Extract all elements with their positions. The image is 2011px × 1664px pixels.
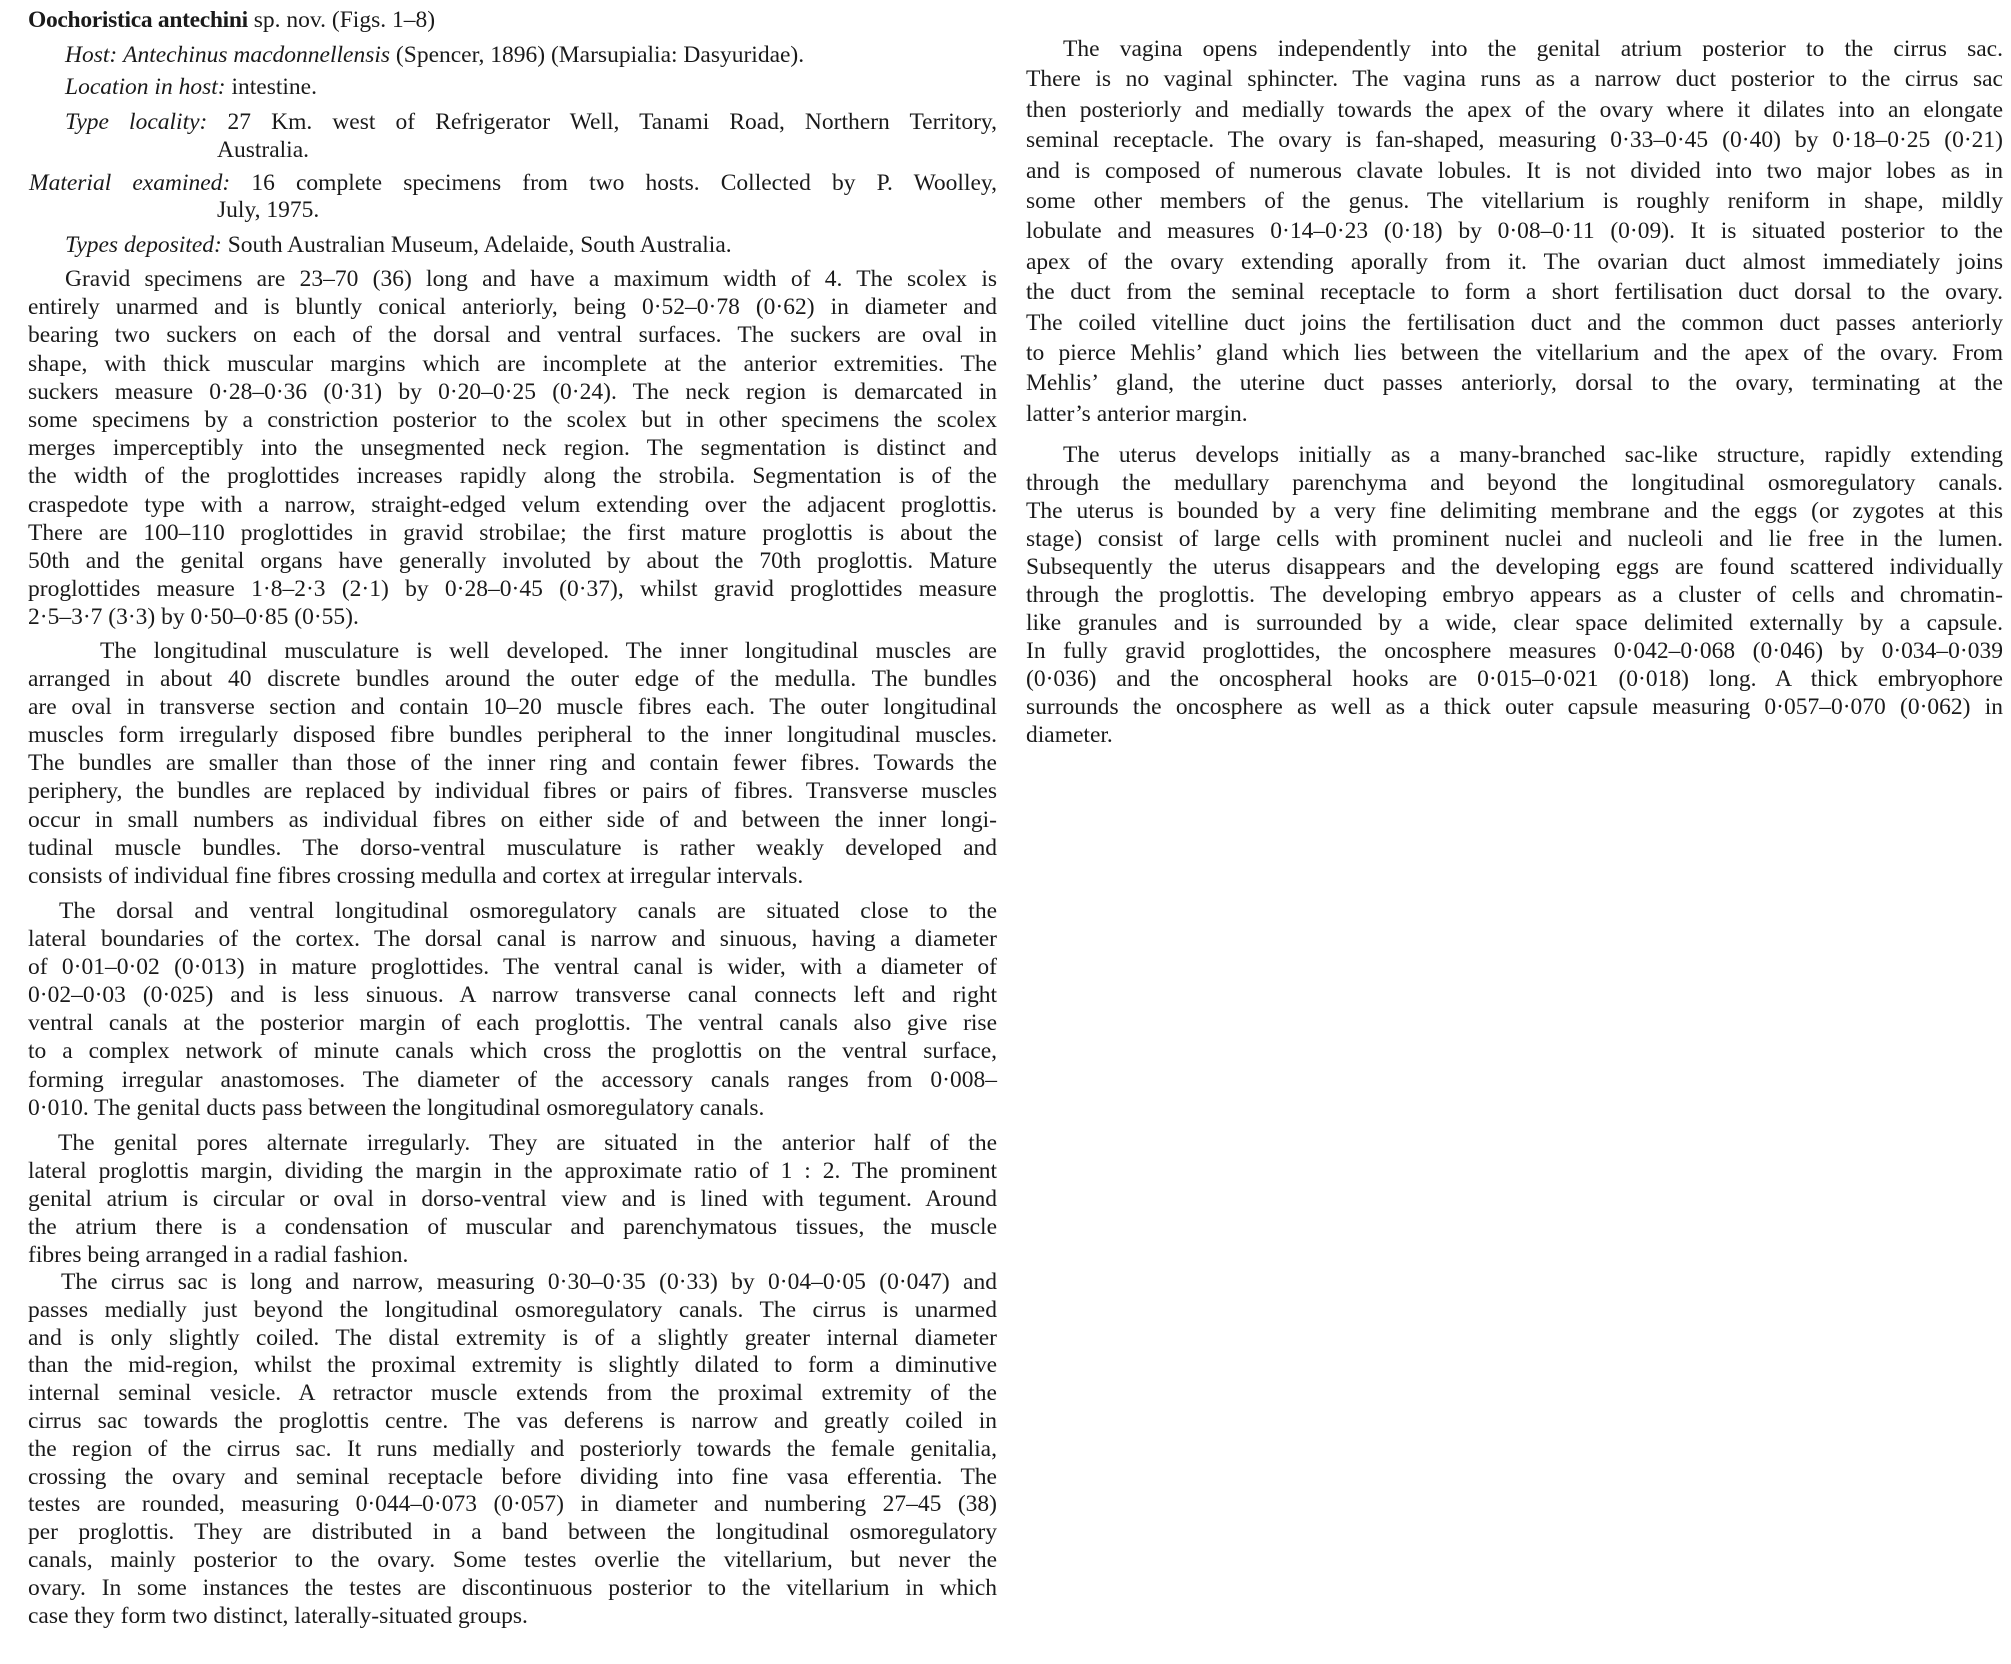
metadata-value: Australia. [217,137,310,163]
text-line: surrounds the oncosphere as well as a thick outer capsule measuring 0·057–0·070 (0·062) in [1026,694,2003,720]
text-line: to pierce Mehlis’ gland which lies between the vitellarium and the apex of the ovary. From [1026,339,2003,366]
text-line: The dorsal and ventral longitudinal osmoregulatory canals are situated close to the [59,898,997,924]
text-line: ovary. In some instances the testes are discontinuous posterior to the vitellarium in which [28,1574,997,1601]
text-line: occur in small numbers as individual fibres on either side of and between the inner longi- [28,806,997,833]
metadata-row-continuation [28,196,997,224]
text-line: proglottides measure 1·8–2·3 (2·1) by 0·28–0·45 (0·37), whilst gravid proglottides measure [28,576,997,603]
text-line: cirrus sac towards the proglottis centre. The vas deferens is narrow and greatly coiled in [28,1407,997,1434]
text-line: some other members of the genus. The vitellarium is roughly reniform in shape, mildly [1026,187,2003,214]
text-line: merges imperceptibly into the unsegmented neck region. The segmentation is distinct and [28,435,997,462]
text-line: genital atrium is circular or oval in dorso-ventral view and is lined with tegument. Around [28,1186,997,1213]
text-line: Mehlis’ gland, the uterine duct passes anteriorly, dorsal to the ovary, terminating at the [1026,370,2003,397]
host-species-name: Antechinus macdonnellensis [123,42,391,68]
text-line: tudinal muscle bundles. The dorso-ventral musculature is rather weakly developed and [28,834,997,861]
text-line: The uterus is bounded by a very fine delimiting membrane and the eggs (or zygotes at this [1026,498,2003,524]
body-paragraph [28,1269,997,1630]
text-line: are oval in transverse section and contain 10–20 muscle fibres each. The outer longitudinal [28,694,997,721]
text-line: forming irregular anastomoses. The diameter of the accessory canals ranges from 0·008– [28,1066,997,1093]
text-line: Gravid specimens are 23–70 (36) long and have a maximum width of 4. The scolex is [65,266,997,292]
text-line: consists of individual fine fibres crossing medulla and cortex at irregular intervals. [28,862,804,889]
metadata-row [28,41,997,69]
text-line: The uterus develops initially as a many-branched sac-like structure, rapidly extending [1063,442,2003,468]
text-line: diameter. [1026,722,1113,748]
text-line: In fully gravid proglottides, the oncosphere measures 0·042–0·068 (0·046) by 0·034–0·039 [1026,638,2003,664]
text-line: periphery, the bundles are replaced by individual fibres or pairs of fibres. Transverse muscles [28,778,997,805]
text-line: arranged in about 40 discrete bundles around the outer edge of the medulla. The bundles [28,666,997,693]
text-line: 2·5–3·7 (3·3) by 0·50–0·85 (0·55). [28,604,359,631]
text-line: crossing the ovary and seminal receptacle before dividing into fine vasa efferentia. The [28,1463,997,1490]
metadata-row-continuation [28,136,997,164]
text-line: to a complex network of minute canals which cross the proglottis on the ventral surface, [28,1038,997,1065]
text-line: passes medially just beyond the longitudinal osmoregulatory canals. The cirrus is unarmed [28,1296,997,1323]
text-line: fibres being arranged in a radial fashion. [28,1242,409,1269]
text-line: stage) consist of large cells with prominent nuclei and nucleoli and lie free in the lumen. [1026,526,2003,552]
text-line: Subsequently the uterus disappears and the developing eggs are found scattered individually [1026,554,2003,580]
text-line: craspedote type with a narrow, straight-edged velum extending over the adjacent proglottis. [28,491,997,518]
metadata-value: Antechinus macdonnellensis (Spencer, 1896) (Marsupialia: Dasyuridae). [123,42,805,68]
text-line: of 0·01–0·02 (0·013) in mature proglottides. The ventral canal is wider, with a diameter of [28,954,997,981]
text-line: There is no vaginal sphincter. The vagina runs as a narrow duct posterior to the cirrus sac [1026,66,2003,93]
metadata-row [28,231,997,259]
metadata-label: Host: [65,42,118,68]
text-line: ventral canals at the posterior margin of each proglottis. The ventral canals also give rise [28,1010,997,1037]
text-line: canals, mainly posterior to the ovary. Some testes overlie the vitellarium, but never the [28,1546,997,1573]
metadata-label: Material examined: [29,170,231,196]
metadata-label: Type locality: [65,109,208,135]
text-line: The coiled vitelline duct joins the fertilisation duct and the common duct passes anteriorly [1026,309,2003,336]
text-line: than the mid-region, whilst the proximal extremity is slightly dilated to form a diminutive [28,1352,997,1379]
text-line: The genital pores alternate irregularly. They are situated in the anterior half of the [58,1130,997,1156]
text-line: through the proglottis. The developing embryo appears as a cluster of cells and chromatin- [1026,582,2003,608]
body-paragraph [1026,34,2003,429]
metadata-value: 16 complete specimens from two hosts. Collected by P. Woolley, [230,170,997,196]
text-line: 50th and the genital organs have generally involuted by about the 70th proglottis. Mature [28,547,997,574]
text-line: per proglottis. They are distributed in a band between the longitudinal osmoregulatory [28,1519,997,1546]
text-line: The cirrus sac is long and narrow, measuring 0·30–0·35 (0·33) by 0·04–0·05 (0·047) and [61,1269,997,1295]
body-paragraph [28,897,997,1122]
metadata-row [28,169,997,197]
metadata-label: Types deposited: [65,232,222,258]
metadata-value: 27 Km. west of Refrigerator Well, Tanami Road, Northern Territory, [207,109,997,135]
text-line: like granules and is surrounded by a wide, clear space delimited externally by a capsule. [1026,610,2003,636]
text-line: seminal receptacle. The ovary is fan-shaped, measuring 0·33–0·45 (0·40) by 0·18–0·25 (0·21) [1026,127,2003,154]
text-line: bearing two suckers on each of the dorsal and ventral surfaces. The suckers are oval in [28,322,997,349]
text-line: case they form two distinct, laterally-situated groups. [28,1602,528,1629]
text-line: lateral boundaries of the cortex. The dorsal canal is narrow and sinuous, having a diameter [28,926,997,953]
species-heading-rest: sp. nov. (Figs. 1–8) [247,7,436,33]
metadata-label: Location in host: [65,74,226,100]
text-line: the duct from the seminal receptacle to form a short fertilisation duct dorsal to the ovary. [1026,279,2003,306]
text-line: the atrium there is a condensation of muscular and parenchymatous tissues, the muscle [28,1214,997,1241]
body-paragraph [28,265,997,631]
text-line: muscles form irregularly disposed fibre bundles peripheral to the inner longitudinal muscles. [28,722,997,749]
species-name: Oochoristica antechini [28,7,248,33]
text-line: latter’s anterior margin. [1026,400,1248,427]
text-line: and is only slightly coiled. The distal extremity is of a slightly greater internal diameter [28,1324,997,1351]
text-line: The longitudinal musculature is well developed. The inner longitudinal muscles are [100,638,997,664]
text-line: and is composed of numerous clavate lobules. It is not divided into two major lobes as in [1026,157,2003,184]
metadata-row [28,73,997,101]
text-line: shape, with thick muscular margins which are incomplete at the anterior extremities. The [28,350,997,377]
text-line: There are 100–110 proglottides in gravid strobilae; the first mature proglottis is about the [28,519,997,546]
text-line: (0·036) and the oncospheral hooks are 0·015–0·021 (0·018) long. A thick embryophore [1026,666,2003,692]
body-paragraph [28,1129,997,1269]
text-line: The bundles are smaller than those of the inner ring and contain fewer fibres. Towards the [28,750,997,777]
body-paragraph [1026,441,2003,749]
metadata-value: intestine. [225,74,317,100]
text-line: apex of the ovary extending aporally from it. The ovarian duct almost immediately joins [1026,248,2003,275]
text-line: testes are rounded, measuring 0·044–0·073 (0·057) in diameter and numbering 27–45 (38) [28,1491,997,1518]
metadata-row [28,108,997,136]
body-paragraph [28,637,997,890]
text-line: The vagina opens independently into the genital atrium posterior to the cirrus sac. [1063,36,2003,62]
text-line: lobulate and measures 0·14–0·23 (0·18) by 0·08–0·11 (0·09). It is situated posterior to the [1026,218,2003,245]
text-line: the width of the proglottides increases rapidly along the strobila. Segmentation is of the [28,463,997,490]
text-line: suckers measure 0·28–0·36 (0·31) by 0·20–0·25 (0·24). The neck region is demarcated in [28,378,997,405]
species-heading [28,6,997,34]
metadata-value: July, 1975. [217,197,320,223]
text-line: the region of the cirrus sac. It runs medially and posteriorly towards the female genitalia, [28,1435,997,1462]
text-line: 0·010. The genital ducts pass between the longitudinal osmoregulatory canals. [28,1094,765,1121]
text-line: lateral proglottis margin, dividing the margin in the approximate ratio of 1 : 2. The prominent [28,1158,997,1185]
text-line: some specimens by a constriction posterior to the scolex but in other specimens the scolex [28,406,997,433]
metadata-value: South Australian Museum, Adelaide, South Australia. [221,232,732,258]
text-line: internal seminal vesicle. A retractor muscle extends from the proximal extremity of the [28,1380,997,1407]
text-line: through the medullary parenchyma and beyond the longitudinal osmoregulatory canals. [1026,470,2003,496]
text-line: 0·02–0·03 (0·025) and is less sinuous. A narrow transverse canal connects left and right [28,982,997,1009]
text-line: entirely unarmed and is bluntly conical anteriorly, being 0·52–0·78 (0·62) in diameter and [28,294,997,321]
text-line: then posteriorly and medially towards the apex of the ovary where it dilates into an elongate [1026,96,2003,123]
